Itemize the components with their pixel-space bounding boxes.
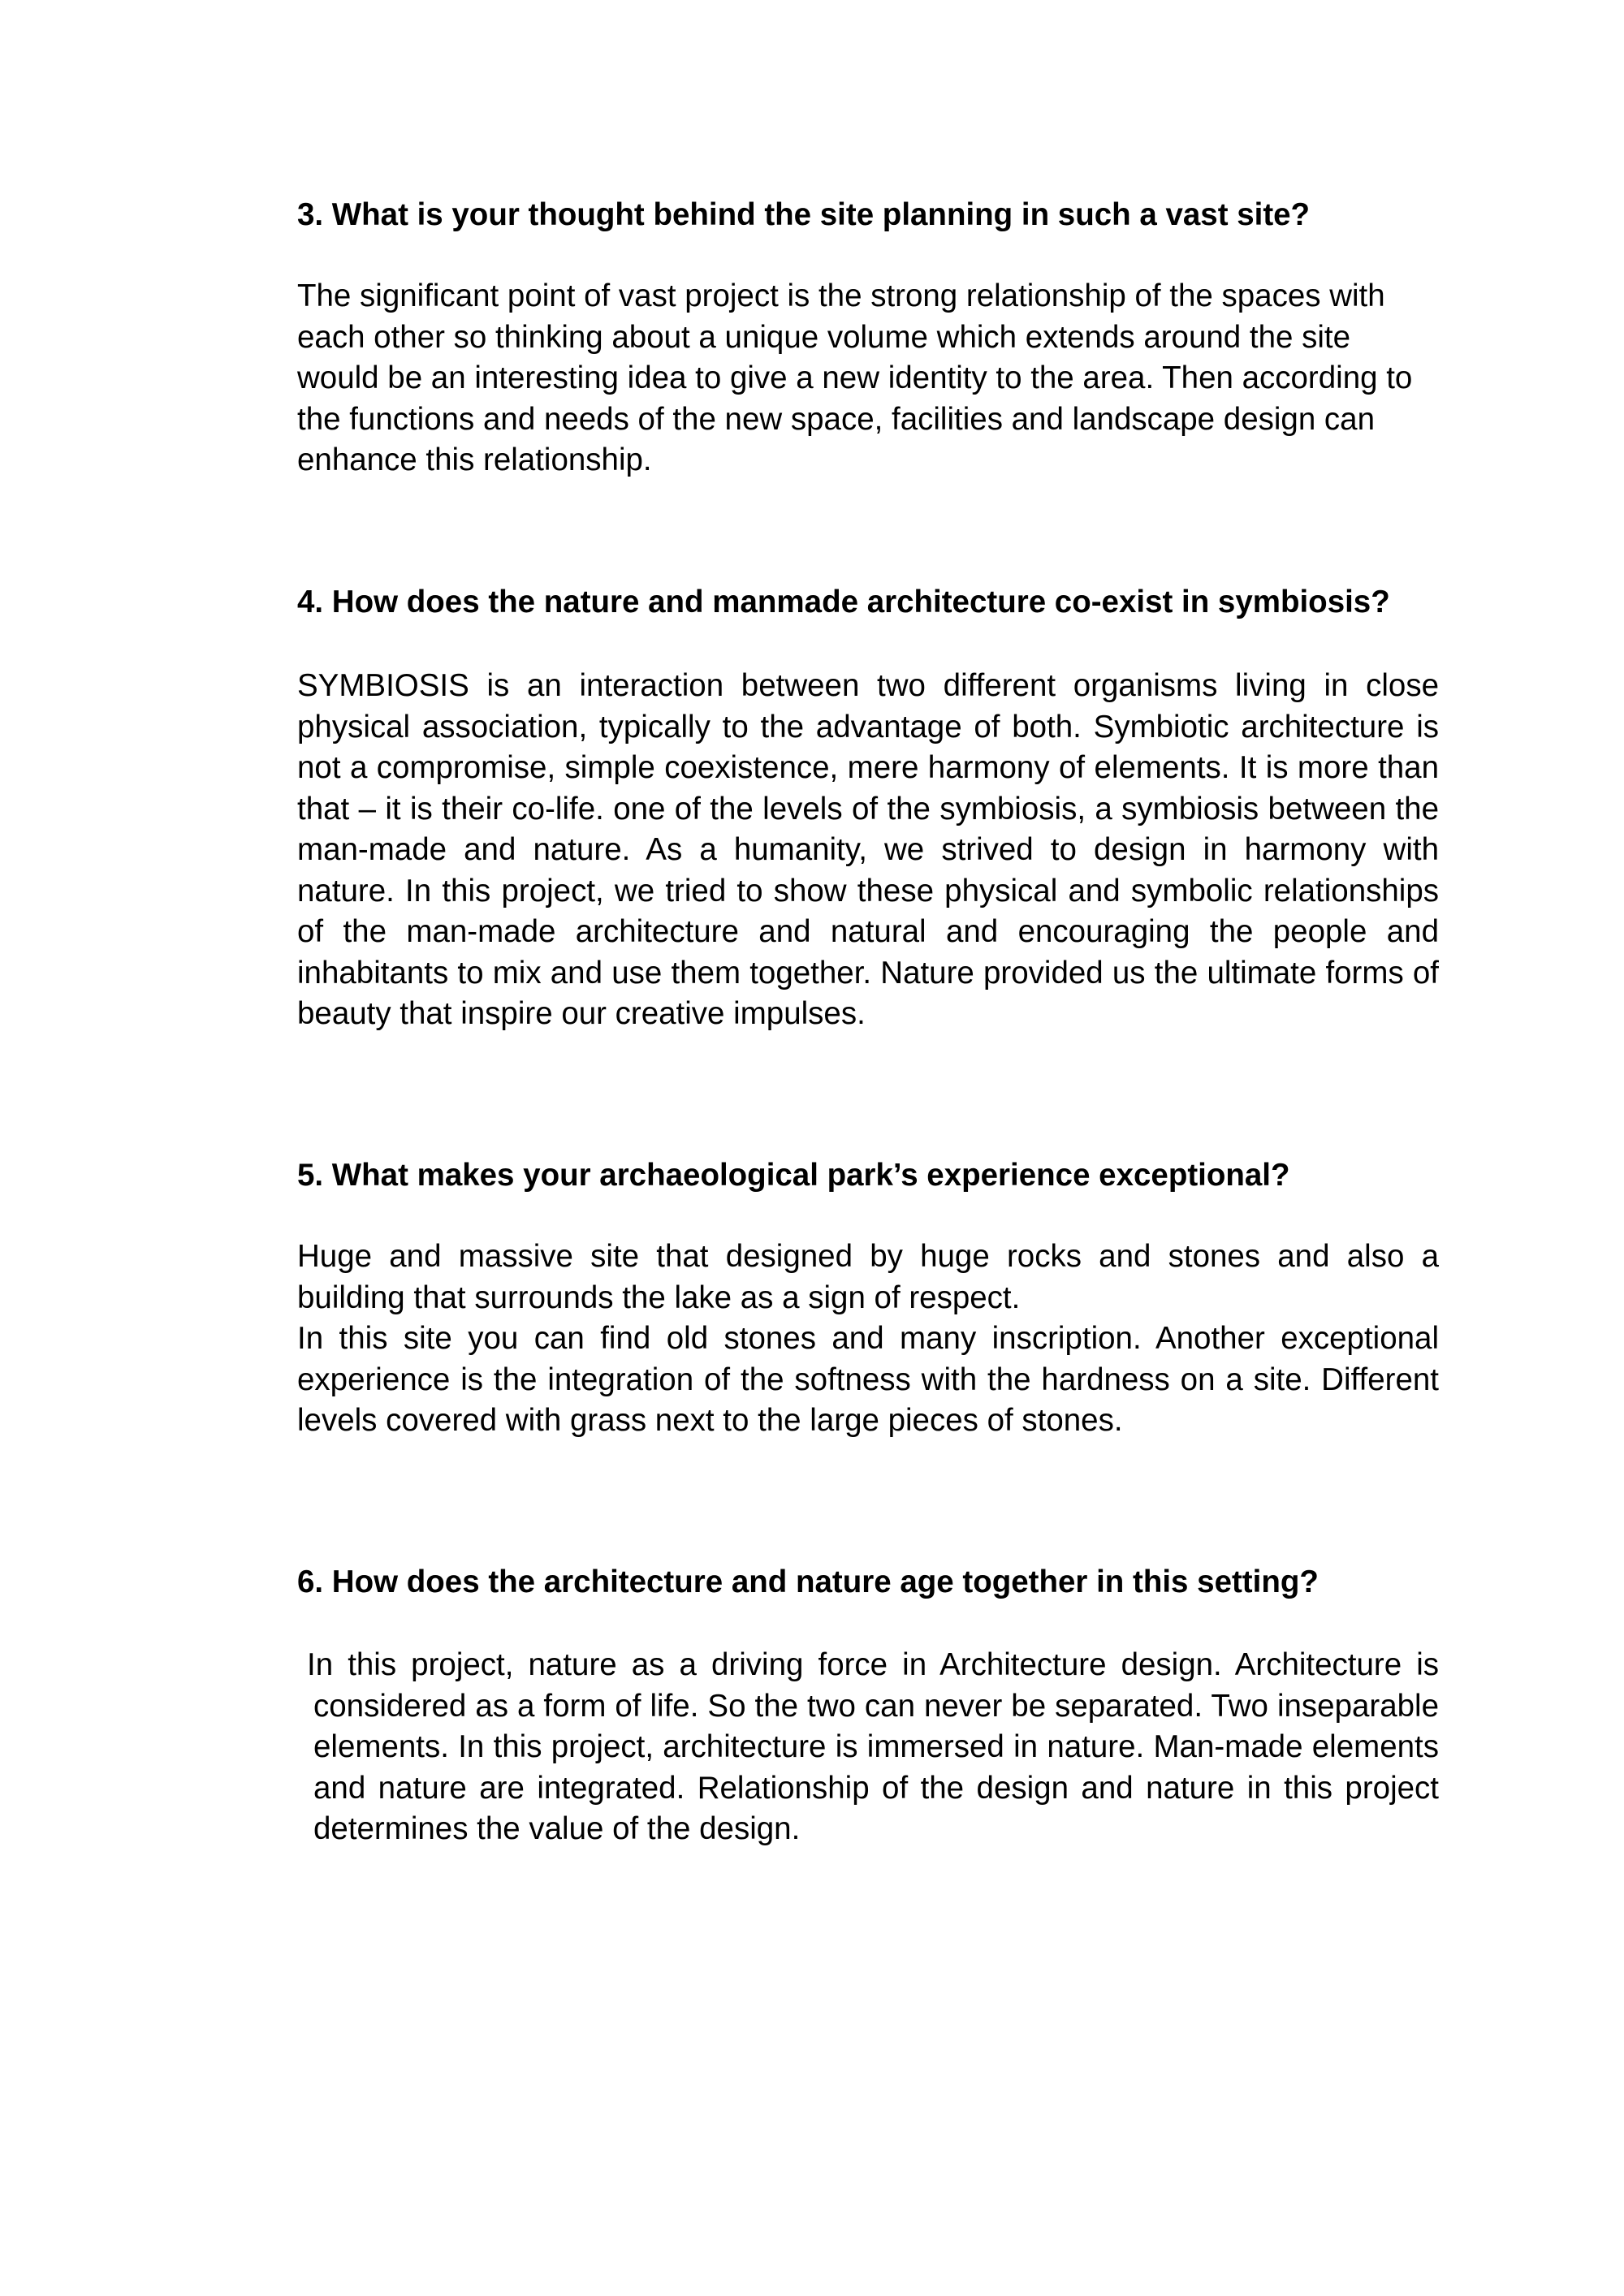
answer-text — [297, 1645, 1439, 1850]
answer-paragraph: In this project, nature as a driving force in Architecture design. Architecture is considered as a form of life. So the two can never be separated. Two inseparable elements. In this project, architecture is immersed in nature. Man-made elements and nature are integrated. Relationship of the design and nature in this project determines the value of the design. — [307, 1647, 1439, 1846]
question-heading: 6. How does the architecture and nature age together in this setting? — [297, 1564, 1319, 1599]
question-section-3 — [297, 195, 1439, 481]
question-section-4 — [297, 582, 1439, 1035]
question-heading: 5. What makes your archaeological park’s experience exceptional? — [297, 1158, 1290, 1193]
question-section-5 — [297, 1155, 1439, 1442]
question-heading: 3. What is your thought behind the site planning in such a vast site? — [297, 197, 1311, 232]
question-section-6 — [297, 1562, 1439, 1850]
question-heading: 4. How does the nature and manmade architecture co-exist in symbiosis? — [297, 585, 1390, 619]
answer-text — [297, 276, 1439, 481]
answer-paragraph: The significant point of vast project is the strong relationship of the spaces with each other so thinking about a unique volume which extends around the site would be an interesting idea to give a new identity to the area. Then according to the functions and needs of the new space, facilities and landscape design can enhance this relationship. — [297, 278, 1413, 477]
answer-paragraph: Huge and massive site that designed by huge rocks and stones and also a building that surrounds the lake as a sign of respect. — [297, 1239, 1439, 1315]
answer-text — [297, 666, 1439, 1035]
answer-text — [297, 1236, 1439, 1442]
answer-paragraph: In this site you can find old stones and many inscription. Another exceptional experience is the integration of the softness with the hardness on a site. Different levels covered with grass next to the large pieces of stones. — [297, 1321, 1439, 1438]
answer-paragraph: SYMBIOSIS is an interaction between two different organisms living in close physical association, typically to the advantage of both. Symbiotic architecture is not a compromise, simple coexistence, mere harmony of elements. It is more than that – it is their co-life. one of the levels of the symbiosis, a symbiosis between the man-made and nature. As a humanity, we strived to design in harmony with nature. In this project, we tried to show these physical and symbolic relationships of the man-made architecture and natural and encouraging the people and inhabitants to mix and use them together. Nature provided us the ultimate forms of beauty that inspire our creative impulses. — [297, 668, 1439, 1031]
